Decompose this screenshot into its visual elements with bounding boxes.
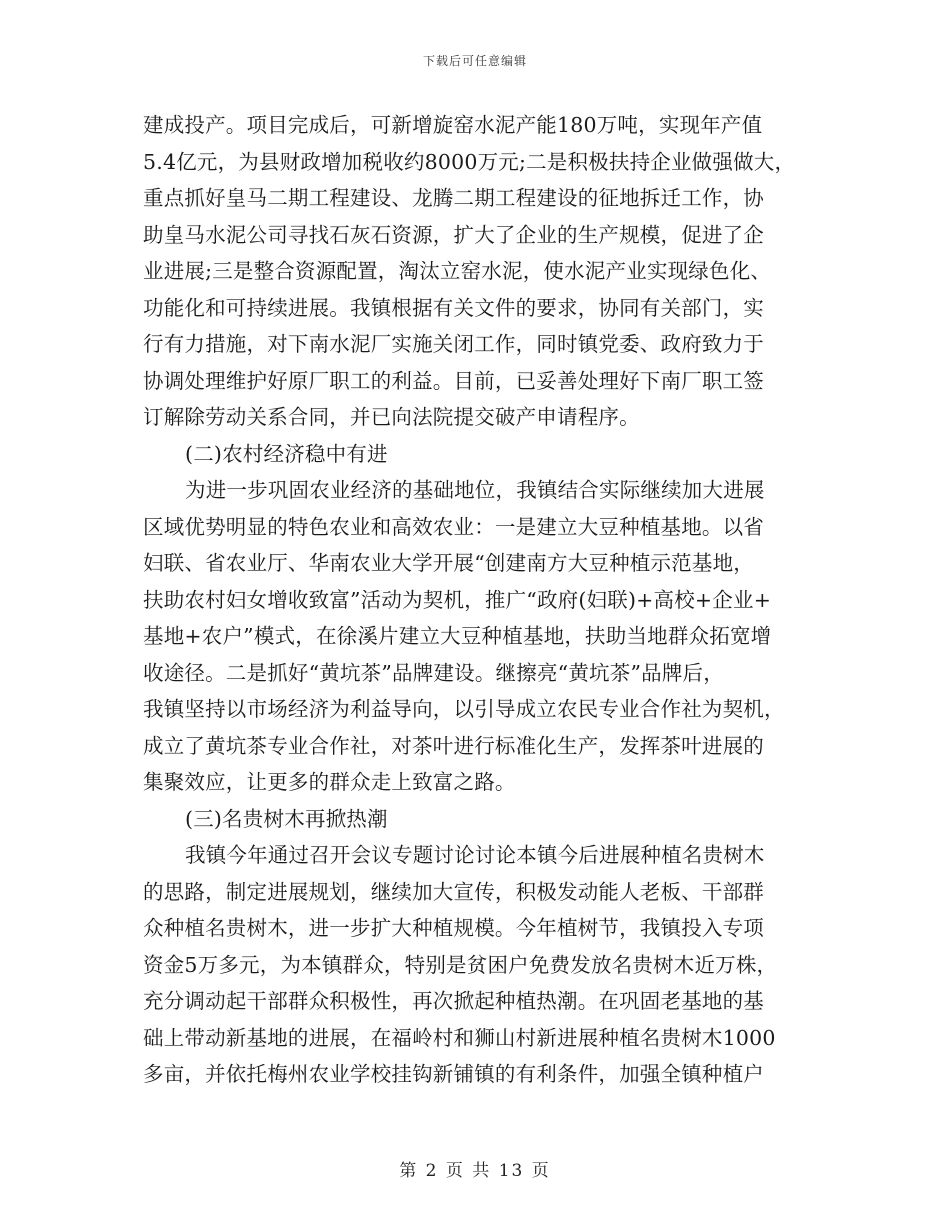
text-line: 助皇马水泥公司寻找石灰石资源，扩大了企业的生产规模，促进了企 xyxy=(143,222,764,247)
text-line: 扶助农村妇女增收致富”活动为契机，推广“政府(妇联)+高校+企业+ xyxy=(143,587,772,612)
text-line: 区域优势明显的特色农业和高效农业：一是建立大豆种植基地。以省 xyxy=(143,514,764,539)
text-line: 我镇坚持以市场经济为利益导向，以引导成立农民专业合作社为契机， xyxy=(143,697,785,721)
text-line: 为进一步巩固农业经济的基础地位，我镇结合实际继续加大进展 xyxy=(185,478,765,502)
text-line: 我镇今年通过召开会议专题讨论讨论本镇今后进展种植名贵树木 xyxy=(185,843,765,867)
text-line: 的思路，制定进展规划，继续加大宣传，积极发动能人老板、干部群 xyxy=(143,879,764,904)
text-line: 成立了黄坑茶专业合作社，对茶叶进行标准化生产，发挥茶叶进展的 xyxy=(143,733,764,758)
text-line: 5.4亿元，为县财政增加税收约8000万元;二是积极扶持企业做强做大， xyxy=(143,149,796,174)
text-line: 众种植名贵树木，进一步扩大种植规模。今年植树节，我镇投入专项 xyxy=(143,916,764,940)
page-footer: 第 2 页 共 13 页 xyxy=(399,1161,551,1181)
text-line: 订解除劳动关系合同，并已向法院提交破产申请程序。 xyxy=(143,405,640,429)
text-line: 础上带动新基地的进展，在福岭村和狮山村新进展种植名贵树木1000 xyxy=(143,1025,776,1050)
text-line: 业进展;三是整合资源配置，淘汰立窑水泥，使水泥产业实现绿色化、 xyxy=(143,259,772,283)
page-header: 下载后可任意编辑 xyxy=(422,54,527,68)
text-line: 功能化和可持续进展。我镇根据有关文件的要求，协同有关部门，实 xyxy=(143,295,764,320)
document-body xyxy=(143,107,843,1093)
text-line: 行有力措施，对下南水泥厂实施关闭工作，同时镇党委、政府致力于 xyxy=(143,332,764,356)
text-line: 建成投产。项目完成后，可新增旋窑水泥产能180万吨，实现年产值 xyxy=(143,113,763,137)
text-line: 多亩，并依托梅州农业学校挂钩新铺镇的有利条件，加强全镇种植户 xyxy=(143,1062,764,1086)
section-heading: (二)农村经济稳中有进 xyxy=(185,441,388,466)
text-line: 妇联、省农业厅、华南农业大学开展“创建南方大豆种植示范基地， xyxy=(143,551,754,575)
text-line: 重点抓好皇马二期工程建设、龙腾二期工程建设的征地拆迁工作，协 xyxy=(143,186,764,210)
section-heading: (三)名贵树木再掀热潮 xyxy=(185,806,388,831)
text-line: 收途径。二是抓好“黄坑茶”品牌建设。继擦亮“黄坑茶”品牌后， xyxy=(143,660,724,685)
text-line: 充分调动起干部群众积极性，再次掀起种植热潮。在巩固老基地的基 xyxy=(143,989,764,1013)
text-line: 协调处理维护好原厂职工的利益。目前，已妥善处理好下南厂职工签 xyxy=(143,368,764,393)
text-line: 基地+农户”模式，在徐溪片建立大豆种植基地，扶助当地群众拓宽增 xyxy=(143,624,772,648)
text-line: 集聚效应，让更多的群众走上致富之路。 xyxy=(143,770,516,794)
text-line: 资金5万多元，为本镇群众，特别是贫困户免费发放名贵树木近万株， xyxy=(143,952,778,977)
